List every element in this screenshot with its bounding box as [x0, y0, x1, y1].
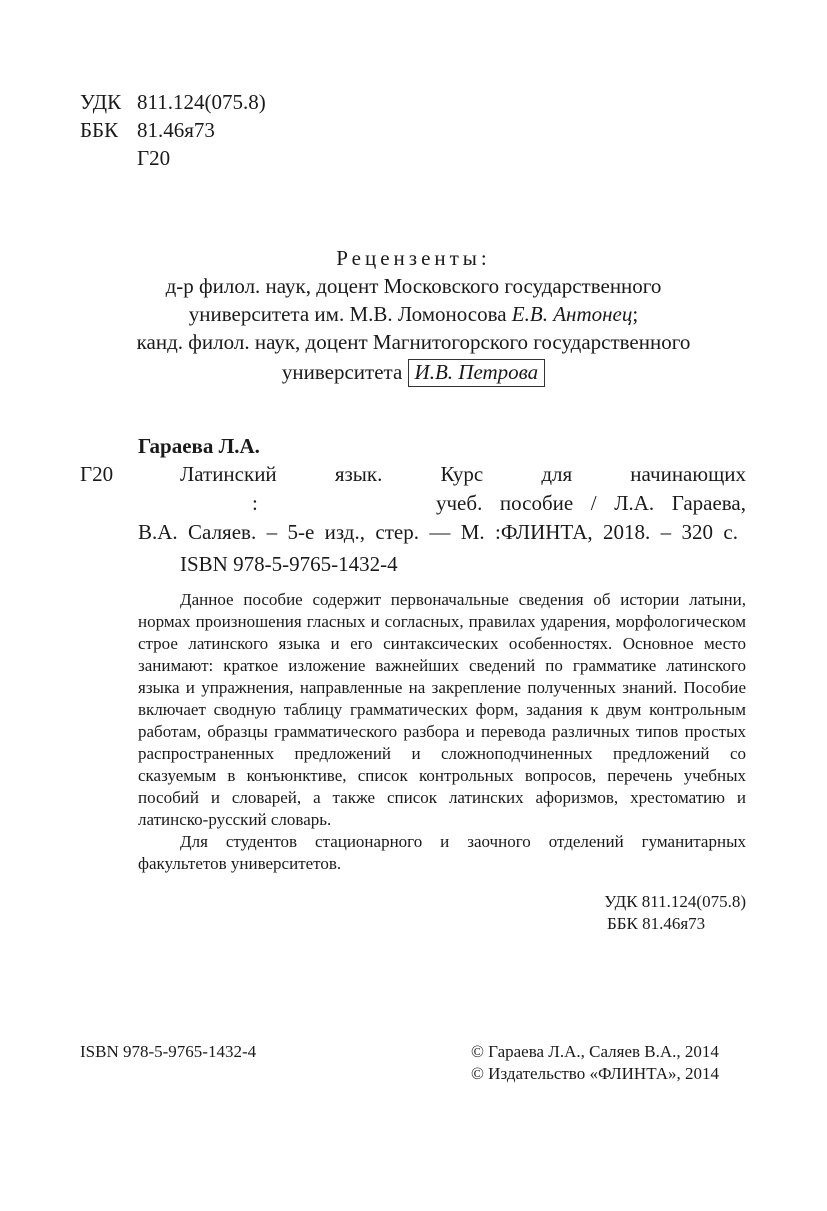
- record-title-line: Латинский язык. Курс для начинающих: [180, 462, 746, 486]
- reviewer-line-1: д-р филол. наук, доцент Московского государственного: [165, 274, 662, 298]
- author-mark-record: Г20: [80, 462, 114, 486]
- reviewers-heading: Рецензенты:: [336, 246, 491, 270]
- record-author: Гараева Л.А.: [138, 434, 260, 458]
- reviewer-name-petrova: И.В. Петрова: [408, 359, 546, 387]
- record-isbn: ISBN 978-5-9765-1432-4: [180, 552, 398, 576]
- reviewer-line-4: университета И.В. Петрова: [0, 358, 827, 386]
- record-footer-udk: УДК 811.124(075.8): [604, 892, 746, 911]
- record-imprint-line: В.А. Саляев. – 5-е изд., стер. — М. :ФЛИНТА, 2018. – 320 с.: [138, 520, 738, 544]
- record-subtitle-colon: :: [252, 491, 258, 515]
- footer-copyright-authors: © Гараева Л.А., Саляев В.А., 2014: [471, 1042, 719, 1061]
- udk-value: 811.124(075.8): [137, 90, 266, 114]
- record-subtitle-line: учеб. пособие / Л.А. Гараева,: [436, 491, 746, 515]
- bbk-line: [80, 116, 215, 144]
- reviewer-line-3: канд. филол. наук, доцент Магнитогорского государственного: [136, 330, 691, 354]
- author-mark-top: Г20: [137, 146, 171, 170]
- annotation-paragraph-2: Для студентов стационарного и заочного отделений гуманитарных факультетов университетов.: [138, 832, 746, 873]
- footer-isbn: ISBN 978-5-9765-1432-4: [80, 1042, 257, 1061]
- udk-label: УДК: [80, 90, 122, 114]
- footer-copyright-publisher: © Издательство «ФЛИНТА», 2014: [471, 1064, 720, 1083]
- bbk-label: ББК: [80, 118, 119, 142]
- udk-line: [80, 88, 266, 116]
- reviewer-line-2: университета им. М.В. Ломоносова Е.В. Антонец;: [188, 302, 639, 326]
- reviewer-name-antonets: Е.В. Антонец: [511, 302, 633, 326]
- annotation: [138, 589, 746, 875]
- record-footer-bbk: ББК 81.46я73: [607, 914, 706, 933]
- annotation-paragraph-1: Данное пособие содержит первоначальные сведения об истории латыни, нормах произношения гласных и согласных, правилах ударения, морфологическом строе латинского языка и его синтаксических особенностях. Основное место занимают: краткое изложение важнейших сведений по грамматике латинского языка и упражнения, направленные на закрепление полученных знаний. Пособие включает сводную таблицу грамматических форм, задания к двум контрольным работам, образцы грамматического разбора и перевода различных типов простых распространенных предложений и сложноподчиненных предложений со сказуемым в конъюнктиве, список контрольных вопросов, перечень учебных пособий и словарей, а также список латинских афоризмов, хрестоматию и латинско-русский словарь.: [138, 590, 746, 829]
- bbk-value: 81.46я73: [137, 118, 215, 142]
